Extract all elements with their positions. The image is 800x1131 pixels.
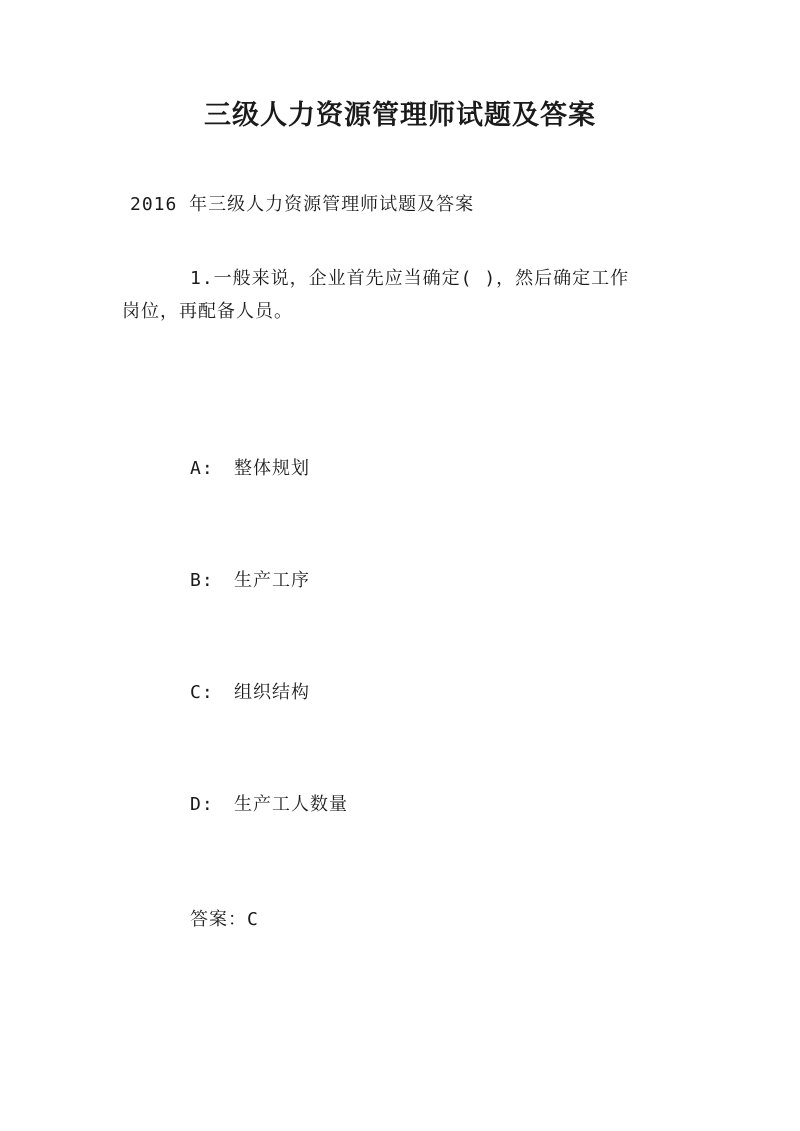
- option-a: [190, 452, 310, 485]
- option-d-text: 生产工人数量: [234, 794, 348, 815]
- answer-text: 答案：C: [190, 909, 259, 930]
- option-a-letter: A:: [190, 458, 214, 479]
- option-b-text: 生产工序: [234, 570, 310, 591]
- document-subtitle: 2016 年三级人力资源管理师试题及答案: [130, 194, 475, 215]
- option-c-letter: C:: [190, 682, 214, 703]
- question-text: [122, 262, 702, 328]
- option-a-text: 整体规划: [234, 458, 310, 479]
- option-b: [190, 564, 310, 597]
- option-d-letter: D:: [190, 794, 214, 815]
- option-d: [190, 788, 348, 821]
- option-c-text: 组织结构: [234, 682, 310, 703]
- option-b-letter: B:: [190, 570, 214, 591]
- question-line-2: 岗位，再配备人员。: [122, 301, 293, 322]
- question-line-1: 1.一般来说，企业首先应当确定( )，然后确定工作: [190, 268, 630, 289]
- document-title: 三级人力资源管理师试题及答案: [204, 100, 596, 131]
- option-c: [190, 676, 310, 709]
